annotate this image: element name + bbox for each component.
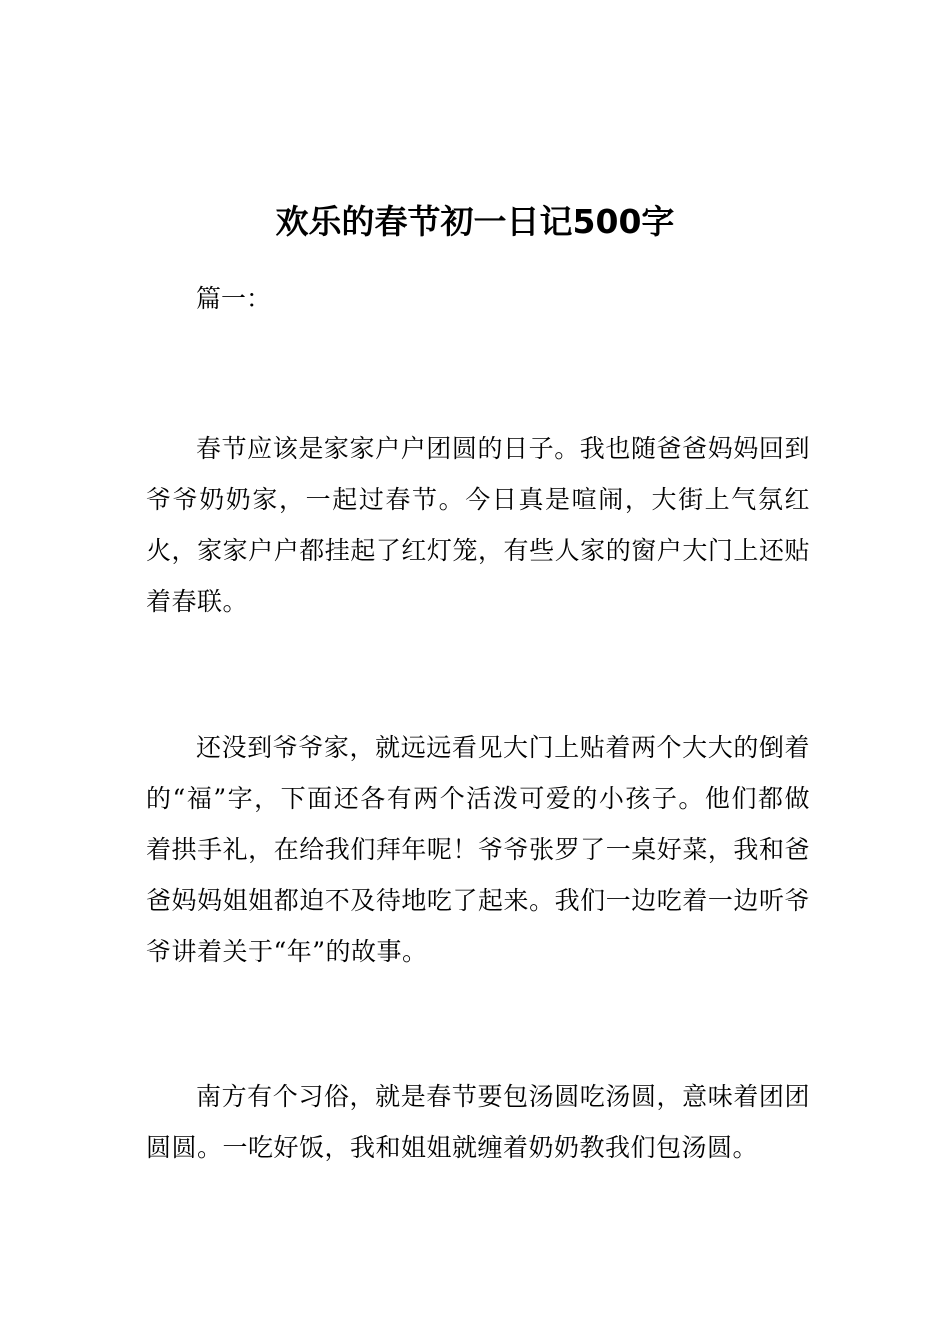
document-title: 欢乐的春节初一日记500字 [275,202,675,242]
section-label: 篇一： [196,284,272,313]
paragraph-3: 南方有个习俗，就是春节要包汤圆吃汤圆，意味着团团圆圆。一吃好饭，我和姐姐就缠着奶奶教我们包汤圆。 [146,1082,810,1162]
paragraph-1: 春节应该是家家户户团圆的日子。我也随爸爸妈妈回到爷爷奶奶家，一起过春节。今日真是喧闹，大街上气氛红火，家家户户都挂起了红灯笼，有些人家的窗户大门上还贴着春联。 [146,434,810,616]
paragraph-2: 还没到爷爷家，就远远看见大门上贴着两个大大的倒着的“福”字，下面还各有两个活泼可爱的小孩子。他们都做着拱手礼，在给我们拜年呢！爷爷张罗了一桌好菜，我和爸爸妈妈姐姐都迫不及待地吃了起来。我们一边吃着一边听爷爷讲着关于“年”的故事。 [146,733,810,966]
